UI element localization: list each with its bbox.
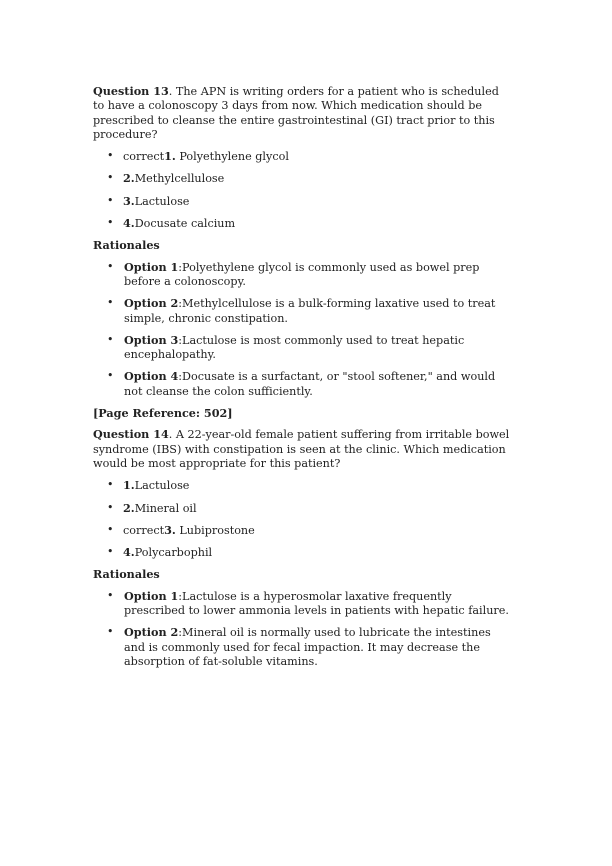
- q14-rationales: [93, 589, 513, 669]
- question-13-text: . The APN is writing orders for a patient who is scheduled to have a colonoscopy 3 days from now. Which medication should be prescribed to cleanse the entire gastrointestinal (GI) tract prior to this procedure?: [93, 85, 499, 141]
- q13-option-3: • 3.Lactulose: [93, 194, 513, 209]
- q14-rationale-1: • Option 1:Lactulose is a hyperosmolar laxative frequently prescribed to lower ammonia levels in patients with hepatic failure.: [93, 589, 513, 619]
- q13-rationale-2: • Option 2:Methylcellulose is a bulk-forming laxative used to treat simple, chronic constipation.: [93, 296, 513, 326]
- question-14-options: [93, 478, 513, 560]
- question-14-text: . A 22-year-old female patient suffering from irritable bowel syndrome (IBS) with constipation is seen at the clinic. Which medication would be most appropriate for this patient?: [93, 428, 510, 470]
- q14-rationales-heading: Rationales: [93, 567, 160, 582]
- q14-option-4: • 4.Polycarbophil: [93, 545, 513, 560]
- question-13-options: [93, 149, 513, 231]
- q13-option-1: • correct1. Polyethylene glycol: [93, 149, 513, 164]
- q14-option-2: • 2.Mineral oil: [93, 501, 513, 516]
- q13-rationale-4: • Option 4:Docusate is a surfactant, or "stool softener," and would not cleanse the colon sufficiently.: [93, 369, 513, 399]
- q13-rationales: [93, 260, 513, 399]
- question-14: [93, 427, 513, 471]
- page-reference: [Page Reference: 502]: [93, 406, 233, 421]
- q13-rationale-1: • Option 1:Polyethylene glycol is commonly used as bowel prep before a colonoscopy.: [93, 260, 513, 290]
- q13-rationales-heading: Rationales: [93, 238, 160, 253]
- question-14-label: Question 14: [93, 427, 169, 442]
- question-13: [93, 84, 513, 142]
- q13-rationale-3: • Option 3:Lactulose is most commonly used to treat hepatic encephalopathy.: [93, 333, 513, 363]
- q14-rationale-2: • Option 2:Mineral oil is normally used to lubricate the intestines and is commonly used for fecal impaction. It may decrease the absorption of fat-soluble vitamins.: [93, 625, 513, 669]
- q14-option-1: • 1.Lactulose: [93, 478, 513, 493]
- question-13-label: Question 13: [93, 84, 169, 98]
- q14-option-3: • correct3. Lubiprostone: [93, 523, 513, 538]
- q13-option-4: • 4.Docusate calcium: [93, 216, 513, 231]
- document-page: [93, 84, 513, 676]
- q13-option-2: • 2.Methylcellulose: [93, 171, 513, 186]
